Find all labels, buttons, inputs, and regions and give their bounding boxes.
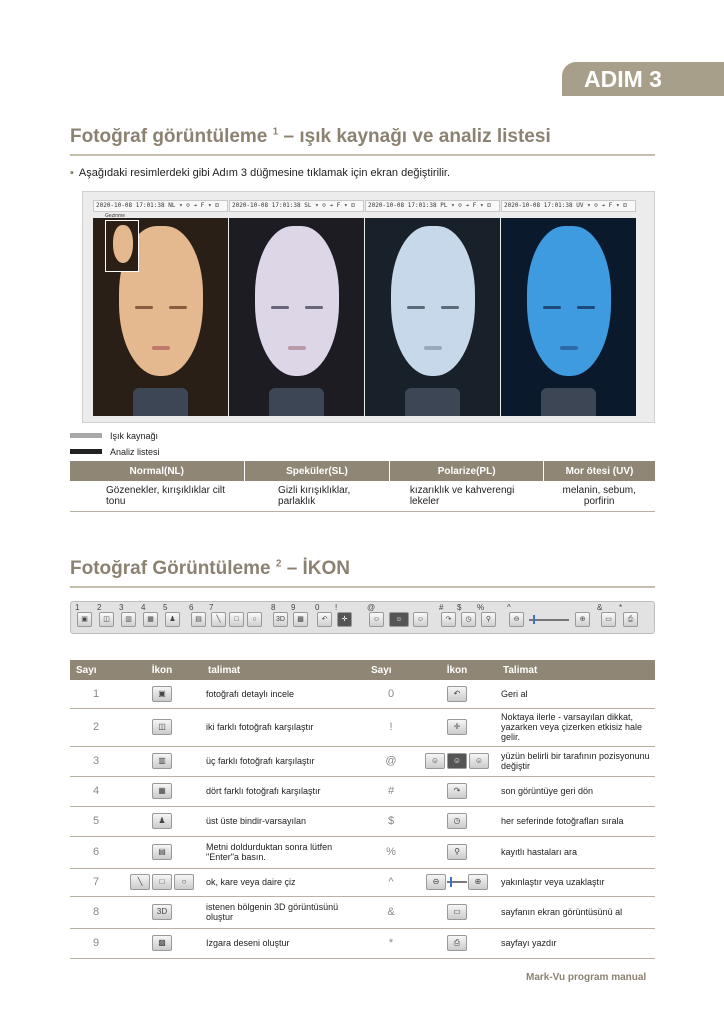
ellipse-icon: ○ [174, 874, 194, 890]
value-uv: melanin, sebum, porfirin [543, 481, 655, 511]
ellipse-icon[interactable]: ○ [247, 612, 262, 627]
icon-table [70, 660, 655, 959]
history-icon[interactable]: ◷ [461, 612, 476, 627]
face-left-icon[interactable]: ☺ [369, 612, 384, 627]
line-icon[interactable]: ╲ [211, 612, 226, 627]
history-icon: ◷ [447, 813, 467, 829]
table-row: 6 ▤ Metni doldurduktan sonra lütfen "Enter"a basın. % ⚲ kayıtlı hastaları ara [70, 836, 655, 868]
header-instr1: talimat [202, 660, 365, 680]
device-base [405, 388, 460, 416]
table-row: 2 ◫ iki farklı fotoğrafı karşılaştır ! ✛ Noktaya ilerle - varsayılan dikkat, yazarken veya çizerken etkisiz hale gelir. [70, 708, 655, 746]
table-row: 4 ▦ dört farklı fotoğrafı karşılaştır # ↷ son görüntüye geri dön [70, 776, 655, 806]
col-normal: Normal(NL) [70, 461, 244, 481]
overlay-icon: ♟ [152, 813, 172, 829]
col-polarized: Polarize(PL) [390, 461, 544, 481]
compare-two-icon: ◫ [152, 719, 172, 735]
rectangle-icon: □ [152, 874, 172, 890]
move-icon: ✛ [447, 719, 467, 735]
header-icon2: İkon [417, 660, 497, 680]
text-memo-icon: ▤ [152, 844, 172, 860]
zoom-out-icon: ⊖ [426, 874, 446, 890]
face [255, 226, 339, 376]
face-front-icon[interactable]: ☺ [389, 612, 409, 627]
zoom-in-icon[interactable]: ⊕ [575, 612, 590, 627]
legend-light-label: Işık kaynağı [110, 431, 159, 441]
redo-icon[interactable]: ↷ [441, 612, 456, 627]
compare-two-icon[interactable]: ◫ [99, 612, 114, 627]
print-icon: ⎙ [447, 935, 467, 951]
compare-four-icon: ▦ [152, 783, 172, 799]
panel-normal [93, 200, 228, 416]
col-uv: Mor ötesi (UV) [543, 461, 655, 481]
device-base [541, 388, 596, 416]
footer: Mark-Vu program manual [526, 972, 647, 983]
zoom-slider [447, 881, 467, 883]
panel-polarized [365, 200, 500, 416]
zoom-in-icon: ⊕ [468, 874, 488, 890]
table-row: 9 ▩ Izgara deseni oluştur * ⎙ sayfayı yazdır [70, 928, 655, 958]
search-patient-icon[interactable]: ⚲ [481, 612, 496, 627]
3d-icon: 3D [152, 904, 172, 920]
table-row: 7 ╲ □ ○ ok, kare veya daire çiz ^ ⊖ ⊕ yakınlaştır veya uzaklaştır [70, 868, 655, 896]
undo-icon[interactable]: ↶ [317, 612, 332, 627]
header-num1: Sayı [70, 660, 122, 680]
intro-bullet: ▪ Aşağıdaki resimlerdeki gibi Adım 3 düğmesine tıklamak için ekran değiştirilir. [70, 167, 451, 179]
3d-icon[interactable]: 3D [273, 612, 288, 627]
step-banner: ADIM 3 [562, 62, 724, 96]
value-polarized: kızarıklık ve kahverengi lekeler [390, 481, 544, 511]
face [527, 226, 611, 376]
table-row: 8 3D istenen bölgenin 3D görüntüsünü oluştur & ▭ sayfanın ekran görüntüsünü al [70, 896, 655, 928]
line-icon: ╲ [130, 874, 150, 890]
panel-toolbar[interactable]: 2020-10-08 17:01:38 SL ▾ ⊙ ➔ F ▾ ⊡ [229, 200, 364, 212]
light-source-screenshot [82, 191, 655, 423]
face-right-icon: ☺ [469, 753, 489, 769]
face [391, 226, 475, 376]
table-row: 1 ▣ fotoğrafı detaylı incele 0 ↶ Geri al [70, 680, 655, 708]
view-detail-icon: ▣ [152, 686, 172, 702]
grid-icon: ▩ [152, 935, 172, 951]
face-front-icon: ☺ [447, 753, 467, 769]
bullet-dot: ▪ [70, 167, 74, 179]
undo-icon: ↶ [447, 686, 467, 702]
grid-icon[interactable]: ▩ [293, 612, 308, 627]
screenshot-icon[interactable]: ▭ [601, 612, 616, 627]
screenshot-icon: ▭ [447, 904, 467, 920]
rectangle-icon[interactable]: □ [229, 612, 244, 627]
header-icon1: İkon [122, 660, 202, 680]
header-num2: Sayı [365, 660, 417, 680]
zoom-slider-handle[interactable] [533, 615, 535, 624]
redo-icon: ↷ [447, 783, 467, 799]
overlay-icon[interactable]: ♟ [165, 612, 180, 627]
icon-toolbar: 1 ▣ 2 ◫ 3 ▥ 4 ▦ 5 ♟ 6 ▤ 7 ╲ □ ○ 8 3D 9 ▩ 0 ↶ ! ✛ @ ☺ ☺ ☺ # ↷ $ ◷ % ⚲ ^ ⊖ ⊕ & ▭ * ⎙ [70, 601, 655, 634]
device-base [269, 388, 324, 416]
zoom-slider[interactable] [529, 619, 569, 621]
panel-toolbar[interactable]: 2020-10-08 17:01:38 UV ▾ ⊙ ➔ F ▾ ⊡ [501, 200, 636, 212]
face-right-icon[interactable]: ☺ [413, 612, 428, 627]
face-left-icon: ☺ [425, 753, 445, 769]
thumbnail-label: Gezinme [105, 213, 126, 219]
section2-rule [70, 586, 655, 588]
table-row: 3 ▥ üç farklı fotoğrafı karşılaştır @ ☺ ☺ ☺ yüzün belirli bir tarafının pozisyonunu değiştir [70, 746, 655, 776]
light-source-table [70, 461, 655, 512]
panel-toolbar[interactable]: 2020-10-08 17:01:38 NL ▾ ⊙ ➔ F ▾ ⊡ [93, 200, 228, 212]
device-base [133, 388, 188, 416]
legend-light-swatch [70, 433, 102, 438]
thumbnail[interactable] [105, 220, 139, 272]
panel-specular [229, 200, 364, 416]
text-memo-icon[interactable]: ▤ [191, 612, 206, 627]
photo-uv [501, 218, 636, 416]
value-normal: Gözenekler, kırışıklıklar cilt tonu [70, 481, 244, 511]
photo-polarized [365, 218, 500, 416]
legend-analysis-swatch [70, 449, 102, 454]
photo-specular [229, 218, 364, 416]
compare-three-icon[interactable]: ▥ [121, 612, 136, 627]
table-row: 5 ♟ üst üste bindir-varsayılan $ ◷ her seferinde fotoğrafları sırala [70, 806, 655, 836]
zoom-out-icon[interactable]: ⊖ [509, 612, 524, 627]
section2-title: Fotoğraf Görüntüleme $^2$ – İKON [70, 558, 351, 579]
view-detail-icon[interactable]: ▣ [77, 612, 92, 627]
legend-analysis-label: Analiz listesi [110, 447, 160, 457]
compare-three-icon: ▥ [152, 753, 172, 769]
value-specular: Gizli kırışıklıklar, parlaklık [244, 481, 390, 511]
section1-rule [70, 154, 655, 156]
compare-four-icon[interactable]: ▦ [143, 612, 158, 627]
move-icon[interactable]: ✛ [337, 612, 352, 627]
panel-toolbar[interactable]: 2020-10-08 17:01:38 PL ▾ ⊙ ➔ F ▾ ⊡ [365, 200, 500, 212]
section1-title: Fotoğraf görüntüleme $^1$ – ışık kaynağı ve analiz listesi [70, 126, 551, 147]
panel-uv [501, 200, 636, 416]
search-patient-icon: ⚲ [447, 844, 467, 860]
print-icon[interactable]: ⎙ [623, 612, 638, 627]
header-instr2: Talimat [497, 660, 655, 680]
col-specular: Speküler(SL) [244, 461, 390, 481]
